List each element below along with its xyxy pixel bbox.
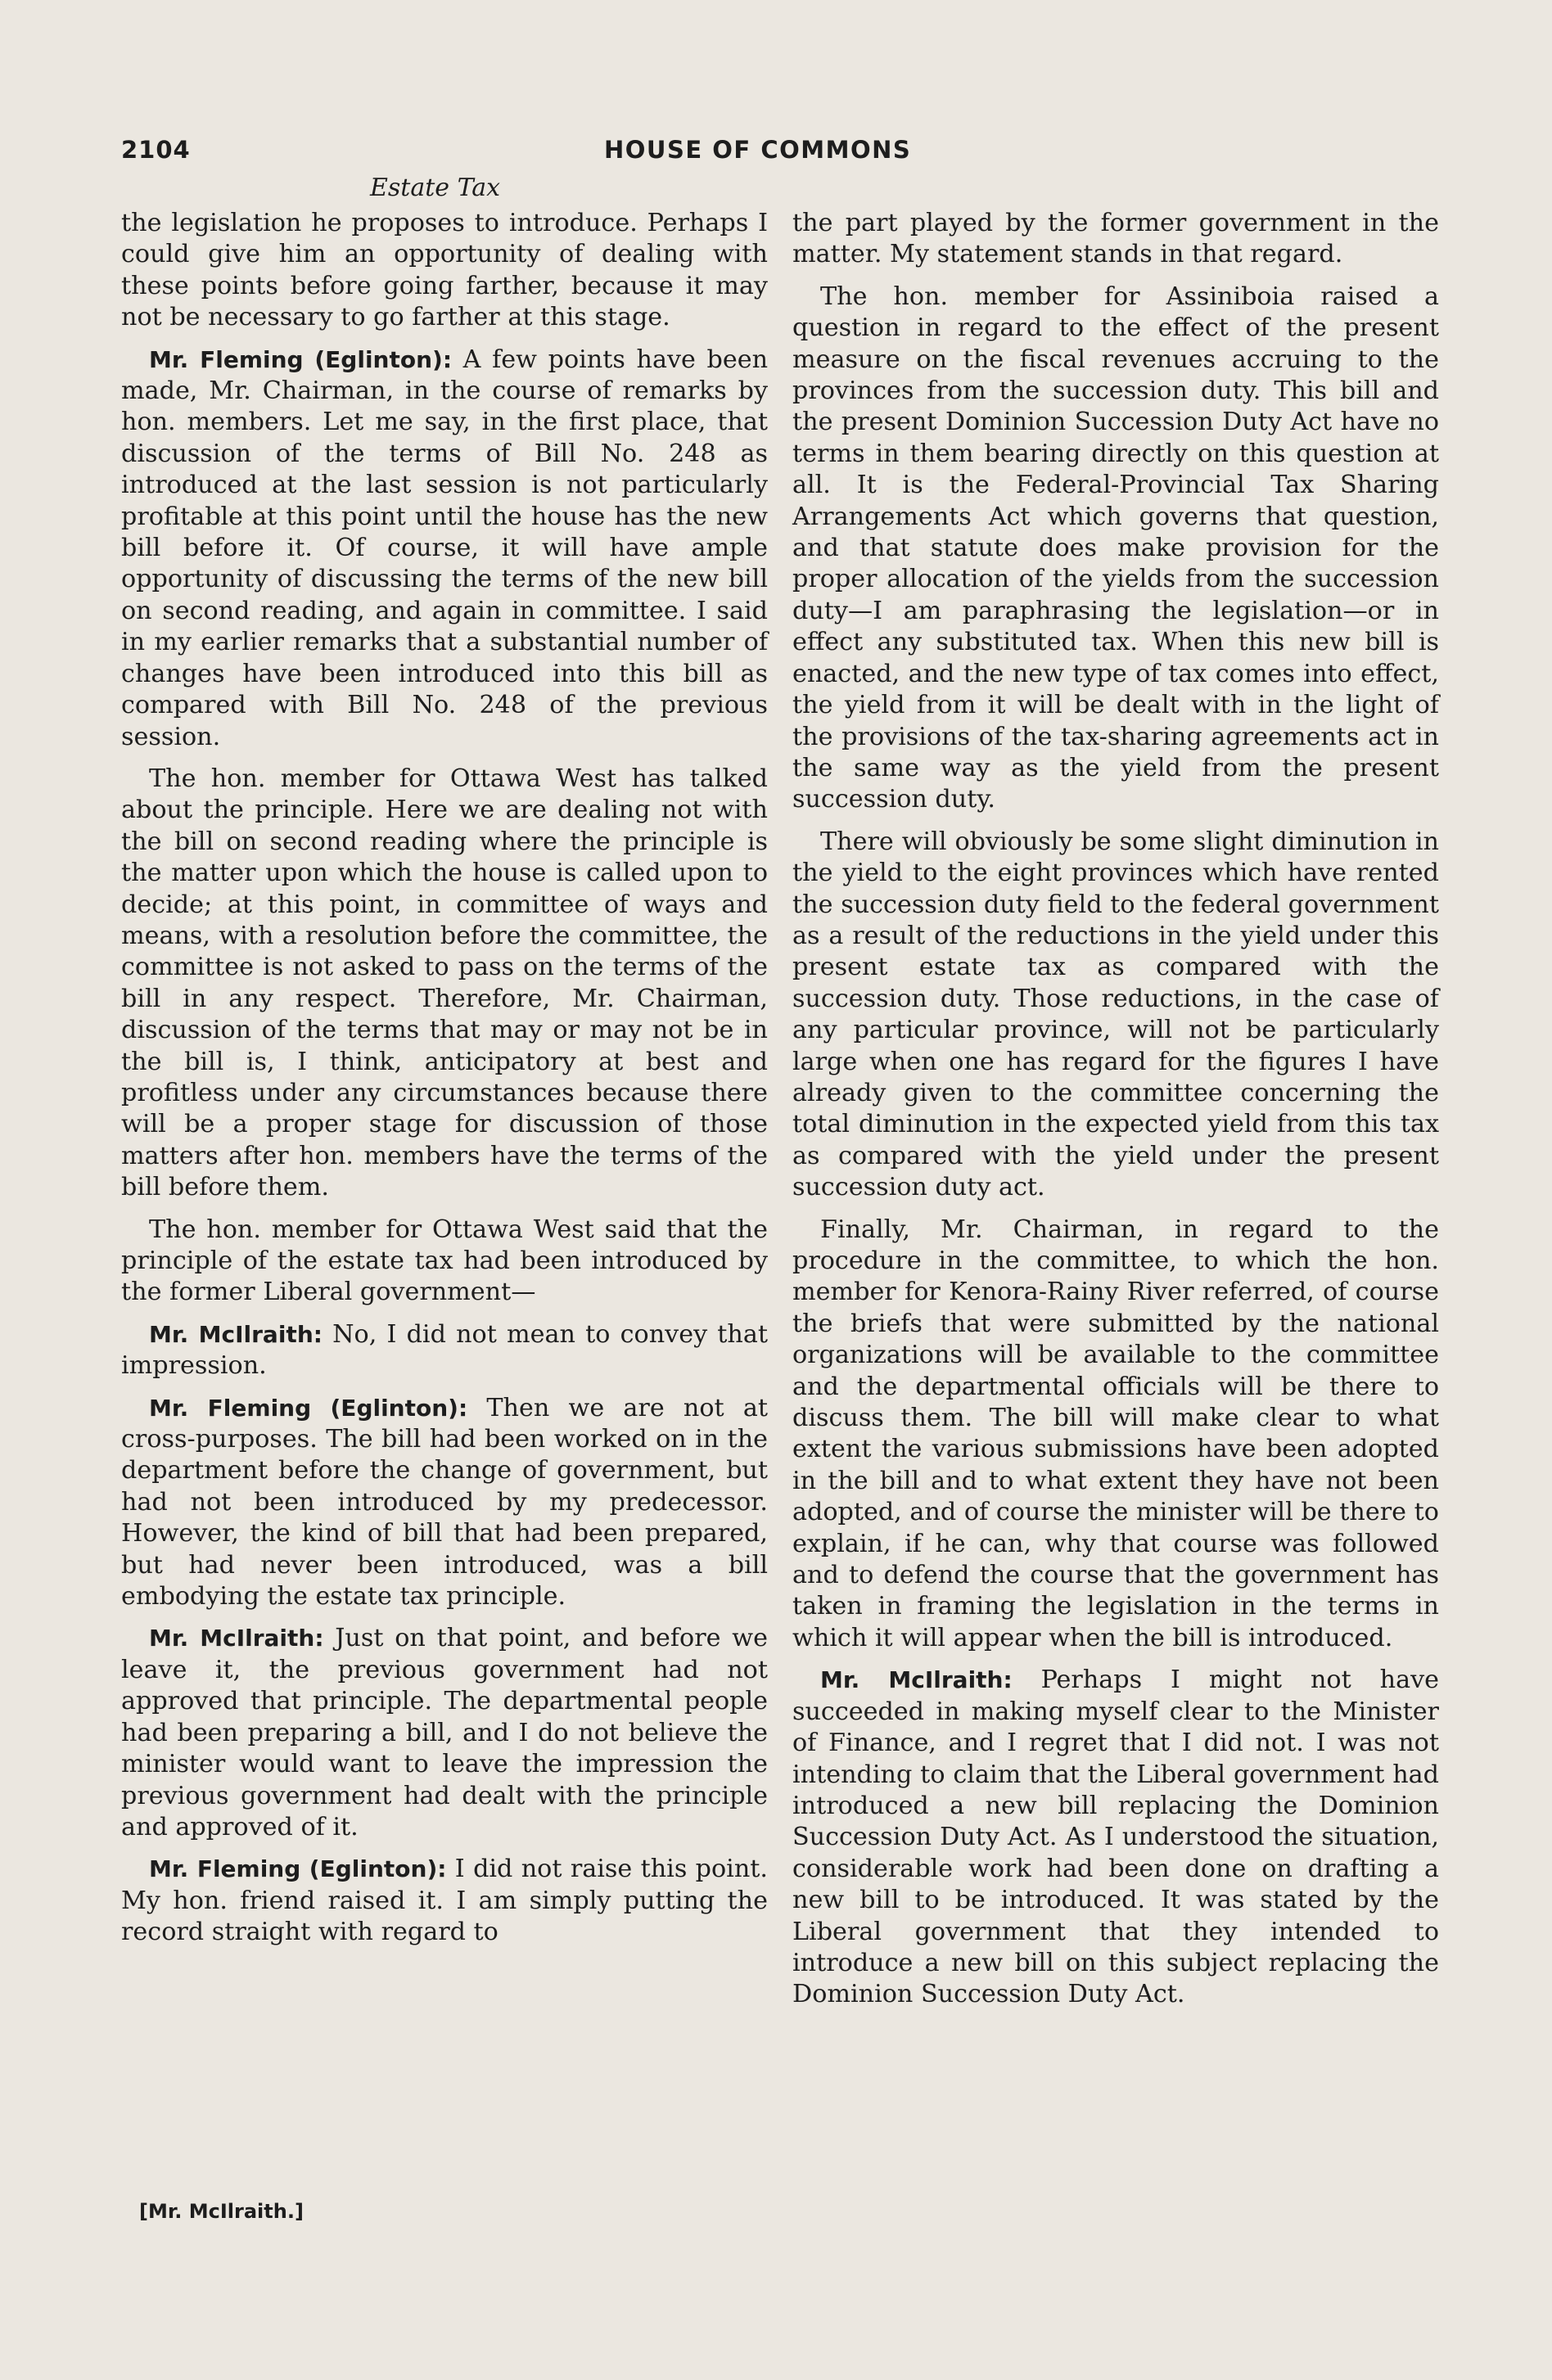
paragraph-text: There will obviously be some slight diminution in the yield to the eight provinces which have rented the succession duty field to the federal government as a result of the reductions in the yield under this present estate tax as compared with the succession duty. Those reductions, in the case of any particular province, will not be particularly large when one has regard for the figures I have already given to the committee concerning the total diminution in the expected yield from this tax as compared with the yield under the present succession duty act.: [792, 827, 1439, 1202]
paragraph-text: The hon. member for Assiniboia raised a question in regard to the effect of the present measure on the fiscal revenues accruing to the provinces from the succession duty. This bill and the present Dominion Succession Duty Act have no terms in them bearing directly on this question at all. It is the Federal-Provincial Tax Sharing Arrangements Act which governs that question, and that statute does make provision for the proper allocation of the yields from the succession duty—I am paraphrasing the legislation—or in effect any substituted tax. When this new bill is enacted, and the new type of tax comes into effect, the yield from it will be dealt with in the light of the provisions of the tax-sharing agreements act in the same way as the yield from the present succession duty.: [792, 282, 1439, 814]
right-column: [792, 208, 1439, 2022]
paragraph: [121, 1215, 768, 1309]
footer-attribution: [Mr. McIlraith.]: [139, 2200, 304, 2223]
paragraph-text: Finally, Mr. Chairman, in regard to the procedure in the committee, to which the hon. member for Kenora-Rainy River referred, of course the briefs that were submitted by the national organizations will be available to the committee and the departmental officials will be there to discuss them. The bill will make clear to what extent the various submissions have been adopted in the bill and to what extent they have not been adopted, and of course the minister will be there to explain, if he can, why that course was followed and to defend the course that the government has taken in framing the legislation in the terms in which it will appear when the bill is introduced.: [792, 1215, 1439, 1652]
paragraph: [121, 1319, 768, 1382]
paragraph-text: I did not raise this point. My hon. friend raised it. I am simply putting the record straight with regard to: [121, 1855, 769, 1947]
running-head: HOUSE OF COMMONS: [604, 136, 912, 164]
paragraph-text: A few points have been made, Mr. Chairman, in the course of remarks by hon. members. Let me say, in the first place, that discussion of the terms of Bill No. 248 as introduced at the last session is not particularly profitable at this point until the house has the new bill before it. Of course, it will have ample opportunity of discussing the terms of the new bill on second reading, and again in committee. I said in my earlier remarks that a substantial number of changes have been introduced into this bill as compared with Bill No. 248 of the previous session.: [121, 345, 769, 751]
paragraph: [792, 1215, 1439, 1655]
paragraph-text: Just on that point, and before we leave it, the previous government had not approved that principle. The departmental people had been preparing a bill, and I do not believe the minister would want to leave the impression the previous government had dealt with the principle and approved of it.: [121, 1624, 768, 1841]
paragraph-text: the legislation he proposes to introduce. Perhaps I could give him an opportunity of dealing with these points before going farther, because it may not be necessary to go farther at this stage.: [121, 209, 768, 332]
paragraph: [121, 208, 768, 334]
paragraph: [121, 1393, 768, 1613]
paragraph-text: Then we are not at cross-purposes. The bill had been worked on in the department before the change of government, but had not been introduced by my predecessor. However, the kind of bill that had been prepared, but had never been introduced, was a bill embodying the estate tax principle.: [121, 1393, 768, 1611]
paragraph-text: the part played by the former government in the matter. My statement stands in that regard.: [792, 209, 1439, 269]
paragraph: [121, 345, 768, 753]
speaker-name: Mr. McIlraith:: [149, 1625, 324, 1652]
left-column: [121, 208, 768, 1959]
speaker-name: Mr. Fleming (Eglinton):: [149, 345, 453, 373]
paragraph: [792, 282, 1439, 816]
speaker-name: Mr. Fleming (Eglinton):: [149, 1855, 447, 1883]
paragraph: [792, 208, 1439, 271]
paragraph-text: The hon. member for Ottawa West has talked about the principle. Here we are dealing not with the bill on second reading where the principle is the matter upon which the house is called upon to decide; at this point, in committee of ways and means, with a resolution before the committee, the committee is not asked to pass on the terms of the bill in any respect. Therefore, Mr. Chairman, discussion of the terms that may or may not be in the bill is, I think, anticipatory at best and profitless under any circumstances because there will be a proper stage for discussion of those matters after hon. members have the terms of the bill before them.: [121, 764, 768, 1202]
paragraph-text: Perhaps I might not have succeeded in making myself clear to the Minister of Finance, and I regret that I did not. I was not intending to claim that the Liberal government had introduced a new bill replacing the Dominion Succession Duty Act. As I understood the situation, considerable work had been done on drafting a new bill to be introduced. It was stated by the Liberal government that they intended to introduce a new bill on this subject replacing the Dominion Succession Duty Act.: [792, 1666, 1439, 2009]
paragraph-text: The hon. member for Ottawa West said that the principle of the estate tax had been introduced by the former Liberal government—: [121, 1215, 768, 1307]
speaker-name: Mr. Fleming (Eglinton):: [149, 1394, 468, 1422]
paragraph: [121, 1623, 768, 1843]
paragraph: [792, 827, 1439, 1204]
page-number: 2104: [121, 136, 191, 164]
speaker-name: Mr. McIlraith:: [820, 1666, 1013, 1694]
paragraph: [121, 1854, 768, 1948]
paragraph: [121, 764, 768, 1204]
paragraph-text: No, I did not mean to convey that impression.: [121, 1319, 769, 1381]
subject-heading: Estate Tax: [370, 174, 501, 202]
paragraph: [792, 1665, 1439, 2010]
speaker-name: Mr. McIlraith:: [149, 1320, 323, 1348]
